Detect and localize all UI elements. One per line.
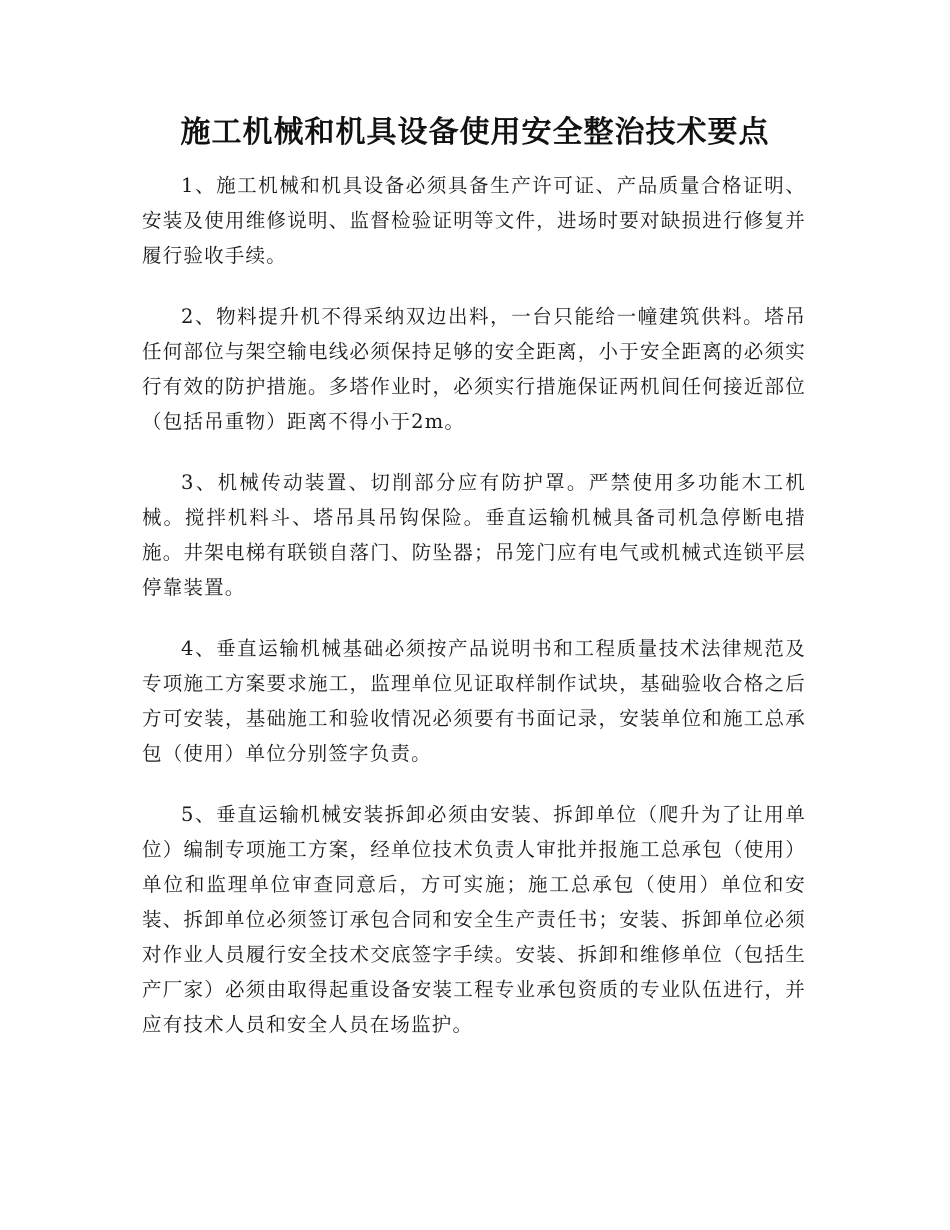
document-body [142, 168, 806, 1068]
paragraph-4: 4、垂直运输机械基础必须按产品说明书和工程质量技术法律规范及专项施工方案要求施工，监理单位见证取样制作试块，基础验收合格之后方可安装，基础施工和验收情况必须要有书面记录，安装单位和施工总承包（使用）单位分别签字负责。 [142, 637, 806, 765]
paragraph-3: 3、机械传动装置、切削部分应有防护罩。严禁使用多功能木工机械。搅拌机料斗、塔吊具吊钩保险。垂直运输机械具备司机急停断电措施。井架电梯有联锁自落门、防坠器；吊笼门应有电气或机械式连锁平层停靠装置。 [142, 471, 806, 599]
paragraph-5: 5、垂直运输机械安装拆卸必须由安装、拆卸单位（爬升为了让用单位）编制专项施工方案，经单位技术负责人审批并报施工总承包（使用）单位和监理单位审查同意后，方可实施；施工总承包（使用）单位和安装、拆卸单位必须签订承包合同和安全生产责任书；安装、拆卸单位必须对作业人员履行安全技术交底签字手续。安装、拆卸和维修单位（包括生产厂家）必须由取得起重设备安装工程专业承包资质的专业队伍进行，并应有技术人员和安全人员在场监护。 [142, 803, 806, 1036]
paragraph-2: 2、物料提升机不得采纳双边出料，一台只能给一幢建筑供料。塔吊任何部位与架空输电线必须保持足够的安全距离，小于安全距离的必须实行有效的防护措施。多塔作业时，必须实行措施保证两机间任何接近部位（包括吊重物）距离不得小于2m。 [142, 305, 806, 433]
document-title: 施工机械和机具设备使用安全整治技术要点 [180, 115, 770, 150]
paragraph-1: 1、施工机械和机具设备必须具备生产许可证、产品质量合格证明、安装及使用维修说明、监督检验证明等文件，进场时要对缺损进行修复并履行验收手续。 [142, 174, 806, 267]
